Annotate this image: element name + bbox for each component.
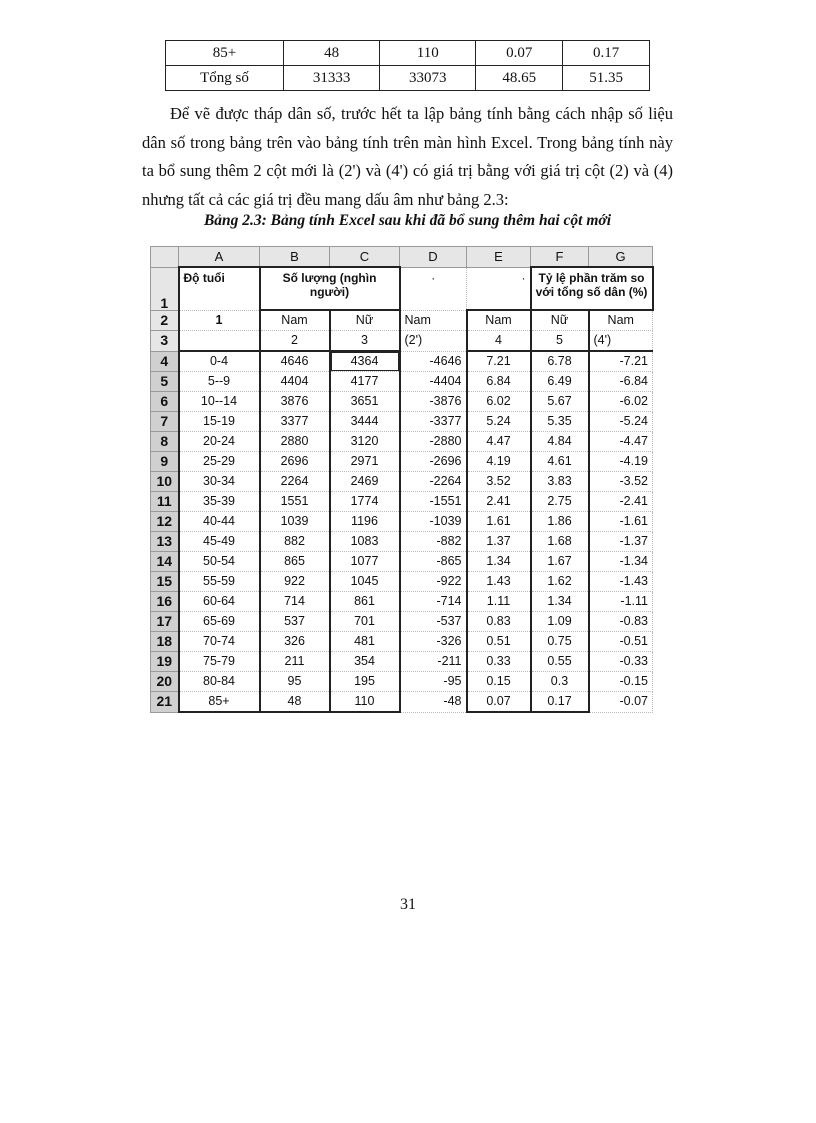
cell-female[interactable]: 2971 [330, 452, 400, 472]
row-header[interactable]: 20 [151, 672, 179, 692]
cell-male-pct[interactable]: 6.84 [467, 372, 531, 392]
row-header[interactable]: 9 [151, 452, 179, 472]
cell-age[interactable]: 50-54 [179, 552, 260, 572]
cell-age[interactable]: 40-44 [179, 512, 260, 532]
cell-male[interactable]: 1039 [260, 512, 330, 532]
summary-cell: 85+ [166, 41, 284, 66]
cell-male-neg[interactable]: -4404 [400, 372, 467, 392]
cell-male-pct[interactable]: 2.41 [467, 492, 531, 512]
cell-male[interactable]: 2264 [260, 472, 330, 492]
cell-male-pct[interactable]: 1.43 [467, 572, 531, 592]
cell-male-pct[interactable]: 4.19 [467, 452, 531, 472]
cell-male-pct-neg[interactable]: -0.33 [589, 652, 653, 672]
cell-male[interactable]: 4404 [260, 372, 330, 392]
cell-female-pct[interactable]: 1.62 [531, 572, 589, 592]
sheet-row-2 [151, 310, 653, 331]
row-header[interactable]: 16 [151, 592, 179, 612]
cell-female-pct[interactable]: 2.75 [531, 492, 589, 512]
cell-c2[interactable]: Nữ [330, 310, 400, 331]
cell-male[interactable]: 48 [260, 692, 330, 713]
cell-male-neg[interactable]: -1039 [400, 512, 467, 532]
row-header[interactable]: 21 [151, 692, 179, 713]
cell-male-neg[interactable]: -922 [400, 572, 467, 592]
sheet-row-21 [151, 692, 653, 713]
cell-e1[interactable]: · [467, 267, 531, 310]
cell-age-header[interactable]: Độ tuổi [179, 267, 260, 310]
cell-b3[interactable]: 2 [260, 331, 330, 352]
cell-male[interactable]: 3876 [260, 392, 330, 412]
cell-male-pct-neg[interactable]: -3.52 [589, 472, 653, 492]
cell-female-pct[interactable]: 0.3 [531, 672, 589, 692]
cell-age[interactable]: 35-39 [179, 492, 260, 512]
excel-sheet [150, 246, 652, 746]
summary-cell: Tổng số [166, 66, 284, 91]
cell-male[interactable]: 3377 [260, 412, 330, 432]
cell-male-pct-neg[interactable]: -4.19 [589, 452, 653, 472]
cell-male[interactable]: 882 [260, 532, 330, 552]
cell-female-pct[interactable]: 4.61 [531, 452, 589, 472]
cell-female[interactable]: 1083 [330, 532, 400, 552]
cell-female-pct[interactable]: 1.67 [531, 552, 589, 572]
cell-female[interactable]: 1045 [330, 572, 400, 592]
column-header-e[interactable]: E [467, 247, 531, 268]
cell-male-pct-neg[interactable]: -1.37 [589, 532, 653, 552]
cell-male-pct[interactable]: 3.52 [467, 472, 531, 492]
cell-male-neg[interactable]: -3876 [400, 392, 467, 412]
cell-male-pct-neg[interactable]: -0.07 [589, 692, 653, 713]
column-header-c[interactable]: C [330, 247, 400, 268]
cell-age[interactable]: 25-29 [179, 452, 260, 472]
column-header-b[interactable]: B [260, 247, 330, 268]
cell-male-pct-neg[interactable]: -6.02 [589, 392, 653, 412]
sheet-row-20 [151, 672, 653, 692]
column-header-g[interactable]: G [589, 247, 653, 268]
cell-female-pct[interactable]: 1.68 [531, 532, 589, 552]
cell-female[interactable]: 701 [330, 612, 400, 632]
sheet-row-8 [151, 432, 653, 452]
cell-male-neg[interactable]: -326 [400, 632, 467, 652]
cell-male-neg[interactable]: -4646 [400, 351, 467, 372]
cell-female-pct[interactable]: 6.49 [531, 372, 589, 392]
cell-male-neg[interactable]: -882 [400, 532, 467, 552]
cell-d2[interactable]: Nam [400, 310, 467, 331]
cell-male-pct-neg[interactable]: -6.84 [589, 372, 653, 392]
cell-male-pct[interactable]: 0.07 [467, 692, 531, 713]
cell-female-pct[interactable]: 1.09 [531, 612, 589, 632]
cell-male[interactable]: 2696 [260, 452, 330, 472]
cell-c3[interactable]: 3 [330, 331, 400, 352]
cell-b2[interactable]: Nam [260, 310, 330, 331]
summary-cell: 33073 [380, 66, 476, 91]
cell-male-neg[interactable]: -211 [400, 652, 467, 672]
cell-male-pct-neg[interactable]: -4.47 [589, 432, 653, 452]
row-header[interactable]: 11 [151, 492, 179, 512]
cell-age[interactable]: 75-79 [179, 652, 260, 672]
cell-a3[interactable] [179, 331, 260, 352]
cell-age[interactable]: 5--9 [179, 372, 260, 392]
sheet-row-4 [151, 351, 653, 372]
cell-male-neg[interactable]: -2880 [400, 432, 467, 452]
cell-male-pct-neg[interactable]: -1.34 [589, 552, 653, 572]
cell-female[interactable]: 3120 [330, 432, 400, 452]
summary-row [166, 41, 650, 66]
sheet-row-1 [151, 267, 653, 310]
cell-female[interactable]: 861 [330, 592, 400, 612]
row-header[interactable]: 4 [151, 351, 179, 372]
row-header[interactable]: 15 [151, 572, 179, 592]
cell-e2[interactable]: Nam [467, 310, 531, 331]
cell-male-neg[interactable]: -3377 [400, 412, 467, 432]
sheet-row-15 [151, 572, 653, 592]
row-header[interactable]: 7 [151, 412, 179, 432]
column-header-row [151, 247, 653, 268]
row-header[interactable]: 14 [151, 552, 179, 572]
row-header[interactable]: 5 [151, 372, 179, 392]
row-header[interactable]: 10 [151, 472, 179, 492]
row-header[interactable]: 3 [151, 331, 179, 352]
cell-female-pct[interactable]: 5.35 [531, 412, 589, 432]
sheet-row-6 [151, 392, 653, 412]
column-header-d[interactable]: D [400, 247, 467, 268]
cell-male-pct[interactable]: 0.83 [467, 612, 531, 632]
sheet-row-13 [151, 532, 653, 552]
row-header[interactable]: 1 [151, 267, 179, 310]
sheet-row-10 [151, 472, 653, 492]
cell-female-pct[interactable]: 6.78 [531, 351, 589, 372]
paragraph-text: Để vẽ được tháp dân số, trước hết ta lập bảng tính bằng cách nhập số liệu dân số trong bảng trên vào bảng tính trên màn hình Excel. Trong bảng tính này ta bổ sung thêm 2 cột mới là (2') và (4') có giá trị bằng với giá trị cột (2) và (4) nhưng tất cả các giá trị đều mang dấu âm như bảng 2.3: [142, 104, 673, 209]
cell-age[interactable]: 85+ [179, 692, 260, 713]
cell-male-neg[interactable]: -2696 [400, 452, 467, 472]
cell-male-pct-neg[interactable]: -7.21 [589, 351, 653, 372]
row-header[interactable]: 2 [151, 310, 179, 331]
summary-cell: 31333 [284, 66, 380, 91]
cell-female-pct[interactable]: 4.84 [531, 432, 589, 452]
cell-female[interactable]: 354 [330, 652, 400, 672]
sheet-row-9 [151, 452, 653, 472]
cell-female-pct[interactable]: 5.67 [531, 392, 589, 412]
row-header[interactable]: 8 [151, 432, 179, 452]
cell-female[interactable]: 2469 [330, 472, 400, 492]
cell-female-pct[interactable]: 1.86 [531, 512, 589, 532]
cell-male-pct-neg[interactable]: -1.61 [589, 512, 653, 532]
cell-male[interactable]: 2880 [260, 432, 330, 452]
column-header-a[interactable]: A [179, 247, 260, 268]
cell-age[interactable]: 55-59 [179, 572, 260, 592]
cell-male-pct[interactable]: 0.51 [467, 632, 531, 652]
row-header[interactable]: 17 [151, 612, 179, 632]
cell-age[interactable]: 10--14 [179, 392, 260, 412]
cell-g2[interactable]: Nam [589, 310, 653, 331]
cell-age[interactable]: 20-24 [179, 432, 260, 452]
column-header-f[interactable]: F [531, 247, 589, 268]
cell-quantity-header[interactable]: Số lượng (nghìn người) [260, 267, 400, 310]
row-header[interactable]: 12 [151, 512, 179, 532]
cell-female[interactable]: 3444 [330, 412, 400, 432]
summary-row [166, 66, 650, 91]
summary-cell: 48 [284, 41, 380, 66]
cell-e3[interactable]: 4 [467, 331, 531, 352]
cell-female-pct[interactable]: 3.83 [531, 472, 589, 492]
cell-male[interactable]: 865 [260, 552, 330, 572]
cell-male-pct-neg[interactable]: -0.15 [589, 672, 653, 692]
cell-female[interactable]: 481 [330, 632, 400, 652]
cell-male[interactable]: 922 [260, 572, 330, 592]
cell-age[interactable]: 0-4 [179, 351, 260, 372]
cell-female[interactable]: 110 [330, 692, 400, 713]
cell-female-pct[interactable]: 0.55 [531, 652, 589, 672]
cell-female[interactable]: 1077 [330, 552, 400, 572]
cell-male-neg[interactable]: -537 [400, 612, 467, 632]
cell-male-neg[interactable]: -865 [400, 552, 467, 572]
cell-male-pct[interactable]: 1.61 [467, 512, 531, 532]
cell-male-neg[interactable]: -2264 [400, 472, 467, 492]
cell-male-pct[interactable]: 0.15 [467, 672, 531, 692]
page-number: 31 [400, 896, 416, 913]
cell-age[interactable]: 70-74 [179, 632, 260, 652]
cell-male-pct-neg[interactable]: -0.51 [589, 632, 653, 652]
cell-male-pct-neg[interactable]: -2.41 [589, 492, 653, 512]
cell-percent-header[interactable]: Tỷ lệ phần trăm so với tổng số dân (%) [531, 267, 653, 310]
cell-male-pct[interactable]: 0.33 [467, 652, 531, 672]
cell-male-pct[interactable]: 5.24 [467, 412, 531, 432]
summary-table [165, 40, 650, 91]
cell-d1[interactable]: · [400, 267, 467, 310]
row-header[interactable]: 13 [151, 532, 179, 552]
cell-f2[interactable]: Nữ [531, 310, 589, 331]
cell-male-pct-neg[interactable]: -5.24 [589, 412, 653, 432]
cell-female[interactable]: 1774 [330, 492, 400, 512]
cell-age[interactable]: 45-49 [179, 532, 260, 552]
row-header[interactable]: 19 [151, 652, 179, 672]
summary-cell: 110 [380, 41, 476, 66]
cell-female-pct[interactable]: 0.75 [531, 632, 589, 652]
sheet-row-17 [151, 612, 653, 632]
cell-female[interactable]: 195 [330, 672, 400, 692]
cell-female[interactable]: 4364 [330, 351, 400, 372]
cell-male-pct[interactable]: 6.02 [467, 392, 531, 412]
cell-male-pct-neg[interactable]: -1.43 [589, 572, 653, 592]
cell-male[interactable]: 95 [260, 672, 330, 692]
summary-cell: 51.35 [563, 66, 650, 91]
cell-male-neg[interactable]: -714 [400, 592, 467, 612]
sheet-row-12 [151, 512, 653, 532]
cell-g3[interactable]: (4') [589, 331, 653, 352]
cell-a2[interactable]: 1 [179, 310, 260, 331]
cell-male-pct-neg[interactable]: -1.11 [589, 592, 653, 612]
cell-age[interactable]: 60-64 [179, 592, 260, 612]
cell-f3[interactable]: 5 [531, 331, 589, 352]
cell-female[interactable]: 1196 [330, 512, 400, 532]
cell-male-pct[interactable]: 1.11 [467, 592, 531, 612]
cell-male-neg[interactable]: -95 [400, 672, 467, 692]
sheet-row-19 [151, 652, 653, 672]
cell-male-neg[interactable]: -48 [400, 692, 467, 713]
cell-age[interactable]: 65-69 [179, 612, 260, 632]
cell-male-pct[interactable]: 7.21 [467, 351, 531, 372]
cell-d3[interactable]: (2') [400, 331, 467, 352]
sheet-row-3 [151, 331, 653, 352]
cell-male[interactable]: 1551 [260, 492, 330, 512]
summary-cell: 0.07 [476, 41, 563, 66]
cell-male[interactable]: 326 [260, 632, 330, 652]
sheet-row-18 [151, 632, 653, 652]
cell-female-pct[interactable]: 0.17 [531, 692, 589, 713]
table-caption: Bảng 2.3: Bảng tính Excel sau khi đã bổ sung thêm hai cột mới [203, 212, 612, 229]
cell-male-pct[interactable]: 4.47 [467, 432, 531, 452]
sheet-row-11 [151, 492, 653, 512]
summary-cell: 48.65 [476, 66, 563, 91]
cell-male-pct[interactable]: 1.34 [467, 552, 531, 572]
sheet-row-14 [151, 552, 653, 572]
cell-age[interactable]: 30-34 [179, 472, 260, 492]
summary-cell: 0.17 [563, 41, 650, 66]
cell-male-pct[interactable]: 1.37 [467, 532, 531, 552]
cell-female[interactable]: 4177 [330, 372, 400, 392]
cell-age[interactable]: 15-19 [179, 412, 260, 432]
cell-female-pct[interactable]: 1.34 [531, 592, 589, 612]
cell-male[interactable]: 714 [260, 592, 330, 612]
select-all-corner[interactable] [151, 247, 179, 268]
sheet-row-7 [151, 412, 653, 432]
cell-male[interactable]: 4646 [260, 351, 330, 372]
row-header[interactable]: 6 [151, 392, 179, 412]
cell-female[interactable]: 3651 [330, 392, 400, 412]
sheet-row-16 [151, 592, 653, 612]
cell-male-pct-neg[interactable]: -0.83 [589, 612, 653, 632]
cell-male[interactable]: 537 [260, 612, 330, 632]
row-header[interactable]: 18 [151, 632, 179, 652]
cell-age[interactable]: 80-84 [179, 672, 260, 692]
cell-male-neg[interactable]: -1551 [400, 492, 467, 512]
sheet-row-5 [151, 372, 653, 392]
body-paragraph [142, 100, 673, 214]
cell-male[interactable]: 211 [260, 652, 330, 672]
